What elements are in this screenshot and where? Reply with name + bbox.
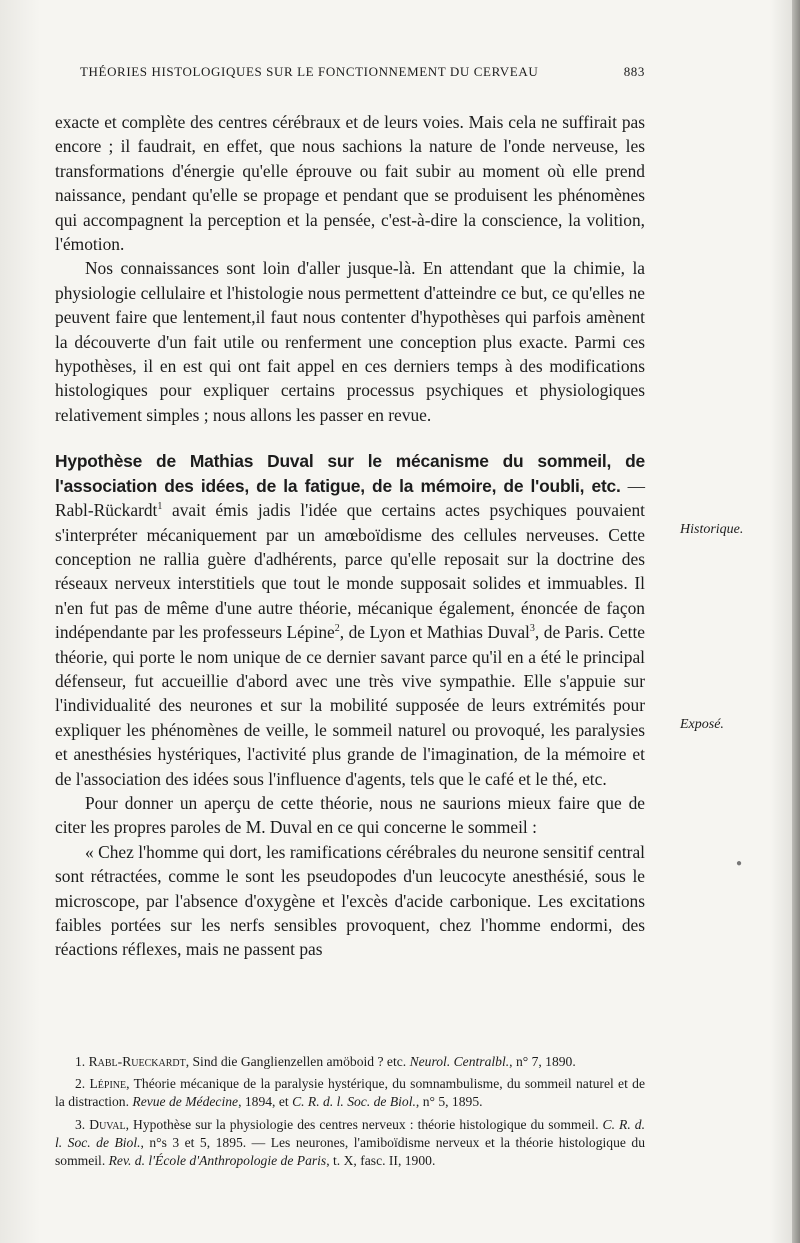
paragraph-5: « Chez l'homme qui dort, les ramifications cérébrales du neurone sensitif central sont rétractées, comme le sont les pseudopodes d'un leucocyte anesthésié, sous le microscope, par l'absence d'oxygène et l'excès d'acide carbonique. Les excitations faibles portées sur les nerfs sensibles provoquent, chez l'homme endormi, des réactions réflexes, mais ne passent pas (55, 841, 645, 960)
footnote-1-number: 1. (75, 1054, 89, 1069)
footnote-2-number: 2. (75, 1076, 90, 1092)
paragraph-3d: , de Paris. Cette théorie, qui porte le nom unique de ce dernier savant parce qu'il en a été le principal défenseur, fut accueillie d'abord avec une très vive sympathie. Elle s'appuie sur l'individualité des neurones et sur la mobilité supposée de leurs extrémités pour expliquer les phénomènes de veille, le sommeil naturel ou provoqué, les paralysies et anesthésies hystériques, l'activité plus grande de l'imagination, de la mémoire et de l'association des idées sous l'influence d'agents, tels que le café et le thé, etc. (55, 622, 646, 789)
footnote-3-journal-2: Rev. d. l'École d'Anthropologie de Paris (108, 1153, 327, 1169)
footnote-ref-3: 3 (529, 623, 535, 635)
footnote-3-journal: C. R. d. l. Soc. de Biol. (55, 1116, 645, 1150)
margin-note-expose: Exposé. (680, 717, 724, 732)
footnote-3 (55, 1116, 645, 1171)
footnote-2-journal-2: C. R. d. l. Soc. de Biol. (292, 1094, 416, 1110)
paragraph-3b: avait émis jadis l'idée que certains actes psychiques pouvaient s'interpréter mécaniquement par un amœboïdisme des cellules nerveuses. Cette conception ne rallia guère d'adhérents, parce qu'elle reposait sur la doctrine des réseaux nerveux interstitiels que tout le monde supposait solides et immuables. Il n'en fut pas de même d'une autre théorie, mécanique également, énoncée de façon indépendante par les professeurs Lépine (55, 500, 645, 643)
footnote-1-author: Rabl-Rueckardt (88, 1054, 186, 1069)
footnote-3-end: , t. X, fasc. II, 1900. (326, 1153, 436, 1169)
running-head (55, 64, 645, 80)
footnote-3-text: , Hypothèse sur la physiologie des centres nerveux : théorie histologique du sommeil. (125, 1116, 603, 1132)
paragraph-3c: , de Lyon et Mathias Duval (339, 622, 530, 643)
footnote-ref-2: 2 (334, 623, 340, 635)
footnote-3-mid: , n°s 3 et 5, 1895. — Les neurones, l'amiboïdisme nerveux et la théorie histologique du sommeil. (55, 1134, 646, 1169)
footnote-2-journal: Revue de Médecine (132, 1094, 239, 1110)
footnote-1-end: , n° 7, 1890. (509, 1054, 576, 1069)
footnotes (55, 1053, 645, 1174)
footnote-1 (55, 1053, 645, 1071)
paragraph-1: exacte et complète des centres cérébraux et de leurs voies. Mais cela ne suffirait pas encore ; il faudrait, en effet, que nous sachions la nature de l'onde nerveuse, les transformations d'énergie qu'elle éprouve ou fait subir au moment où elle prend naissance, pendant qu'elle se propage et pendant que se produisent les phénomènes qui accompagnent la perception et la pensée, c'est-à-dire la conscience, la volition, l'émotion. (55, 112, 645, 255)
footnote-2-author: Lépine (89, 1076, 127, 1092)
footnote-2 (55, 1075, 645, 1111)
footnote-2-mid: , 1894, et (238, 1094, 293, 1110)
footnote-3-author: Duval (89, 1116, 126, 1132)
page-number: 883 (623, 64, 645, 79)
footnote-2-text: , Théorie mécanique de la paralysie hystérique, du somnambulisme, du sommeil naturel et de la distraction. (55, 1076, 645, 1110)
margin-note-historique: Historique. (680, 522, 744, 537)
body-text (55, 110, 645, 962)
paragraph-3a: — Rabl-Rückardt (55, 475, 645, 521)
footnote-3-number: 3. (75, 1116, 90, 1132)
page-edge-shadow (792, 0, 800, 1243)
footnote-1-text: , Sind die Ganglienzellen amöboid ? etc. (185, 1054, 410, 1069)
section-heading: Hypothèse de Mathias Duval sur le mécanisme du sommeil, de l'association des idées, de la fatigue, de la mémoire, de l'oubli, etc. (55, 451, 645, 496)
footnote-ref-1: 1 (157, 501, 163, 513)
running-head-title: THÉORIES HISTOLOGIQUES SUR LE FONCTIONNEMENT DU CERVEAU (80, 64, 539, 79)
footnote-2-end: , n° 5, 1895. (415, 1094, 483, 1110)
paragraph-4: Pour donner un aperçu de cette théorie, nous ne saurions mieux faire que de citer les propres paroles de M. Duval en ce qui concerne le sommeil : (55, 792, 645, 838)
ink-speck: ● (736, 858, 743, 869)
paragraph-2: Nos connaissances sont loin d'aller jusque-là. En attendant que la chimie, la physiologie cellulaire et l'histologie nous permettent d'atteindre ce but, ce qu'elles ne peuvent faire que lentement,il faut nous contenter d'hypothèses qui parfois amènent la découverte d'un fait utile ou renferment une conception plus exacte. Parmi ces hypothèses, il en est qui ont fait appel en ces derniers temps à des modifications histologiques pour expliquer certains processus psychiques et physiologiques relativement simples ; nous allons les passer en revue. (55, 258, 645, 425)
footnote-1-journal: Neurol. Centralbl. (409, 1054, 510, 1069)
